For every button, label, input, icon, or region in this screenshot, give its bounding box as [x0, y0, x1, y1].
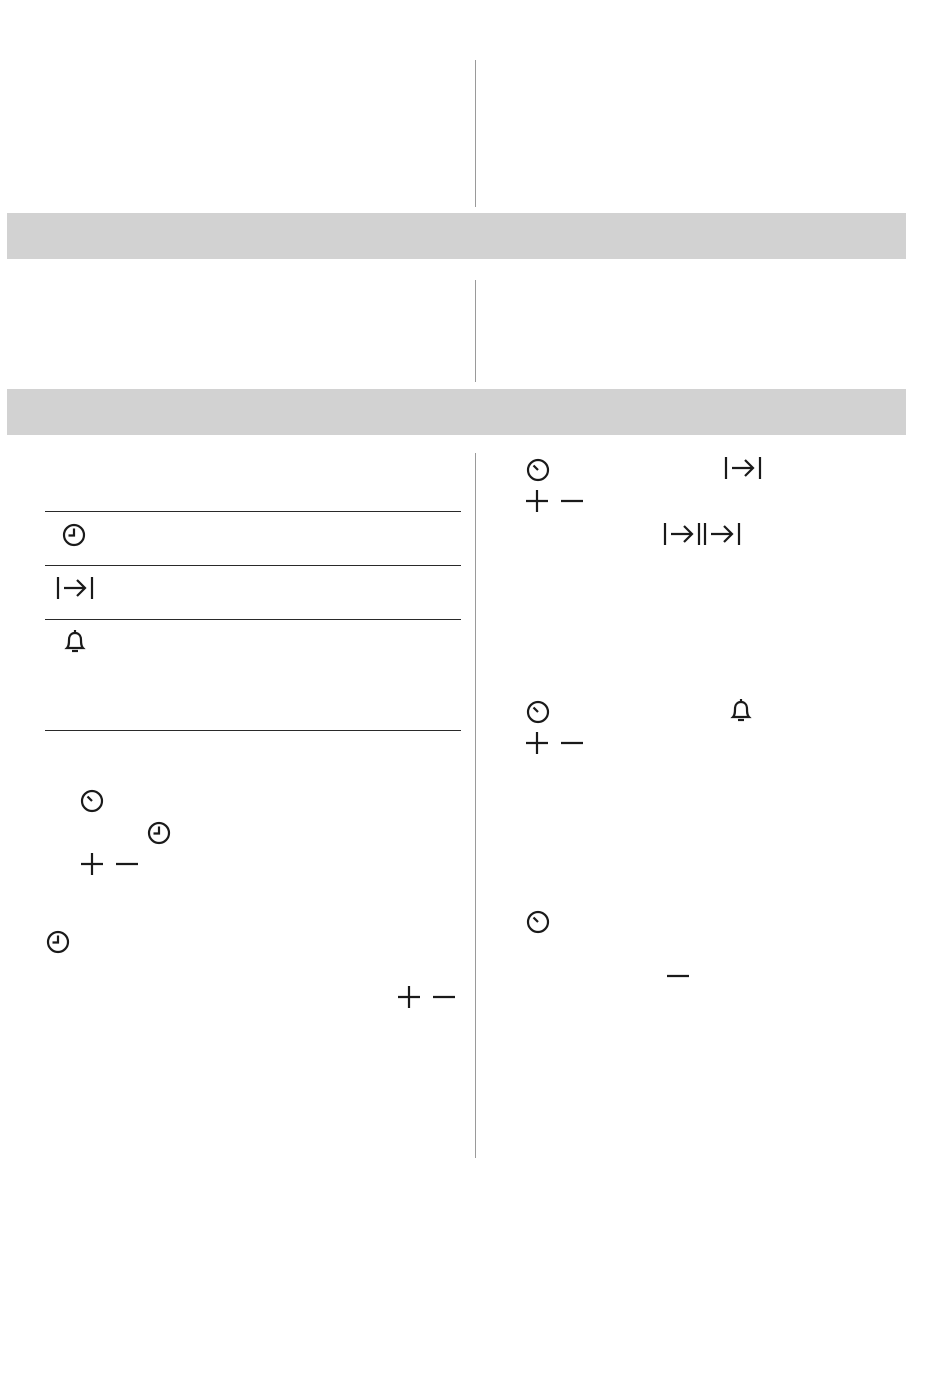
- minus-icon: [432, 985, 456, 1009]
- duration-icon: [663, 522, 701, 546]
- minus-icon: [560, 731, 584, 755]
- column-divider-bottom: [475, 453, 476, 1158]
- timer-icon: [526, 700, 550, 724]
- plus-icon: [525, 489, 549, 513]
- section-header-band-1: [7, 213, 906, 259]
- duration-icon: [724, 456, 762, 480]
- duration-icon: [56, 576, 94, 600]
- duration-icon: [703, 522, 741, 546]
- plus-icon: [397, 985, 421, 1009]
- timer-icon: [526, 910, 550, 934]
- timer-icon: [80, 789, 104, 813]
- clock-icon: [62, 523, 86, 547]
- column-divider-top: [475, 60, 476, 207]
- minus-icon: [115, 852, 139, 876]
- timer-icon: [526, 458, 550, 482]
- table-rule: [45, 565, 461, 566]
- bell-icon: [64, 629, 86, 655]
- table-rule-top: [45, 511, 461, 512]
- plus-icon: [525, 731, 549, 755]
- minus-icon: [666, 964, 690, 988]
- section-header-band-2: [7, 389, 906, 435]
- bell-icon: [730, 698, 752, 724]
- column-divider-middle: [475, 280, 476, 382]
- table-rule-bottom: [45, 730, 461, 731]
- minus-icon: [560, 489, 584, 513]
- clock-icon: [46, 930, 70, 954]
- clock-icon: [147, 821, 171, 845]
- table-rule: [45, 619, 461, 620]
- plus-icon: [80, 852, 104, 876]
